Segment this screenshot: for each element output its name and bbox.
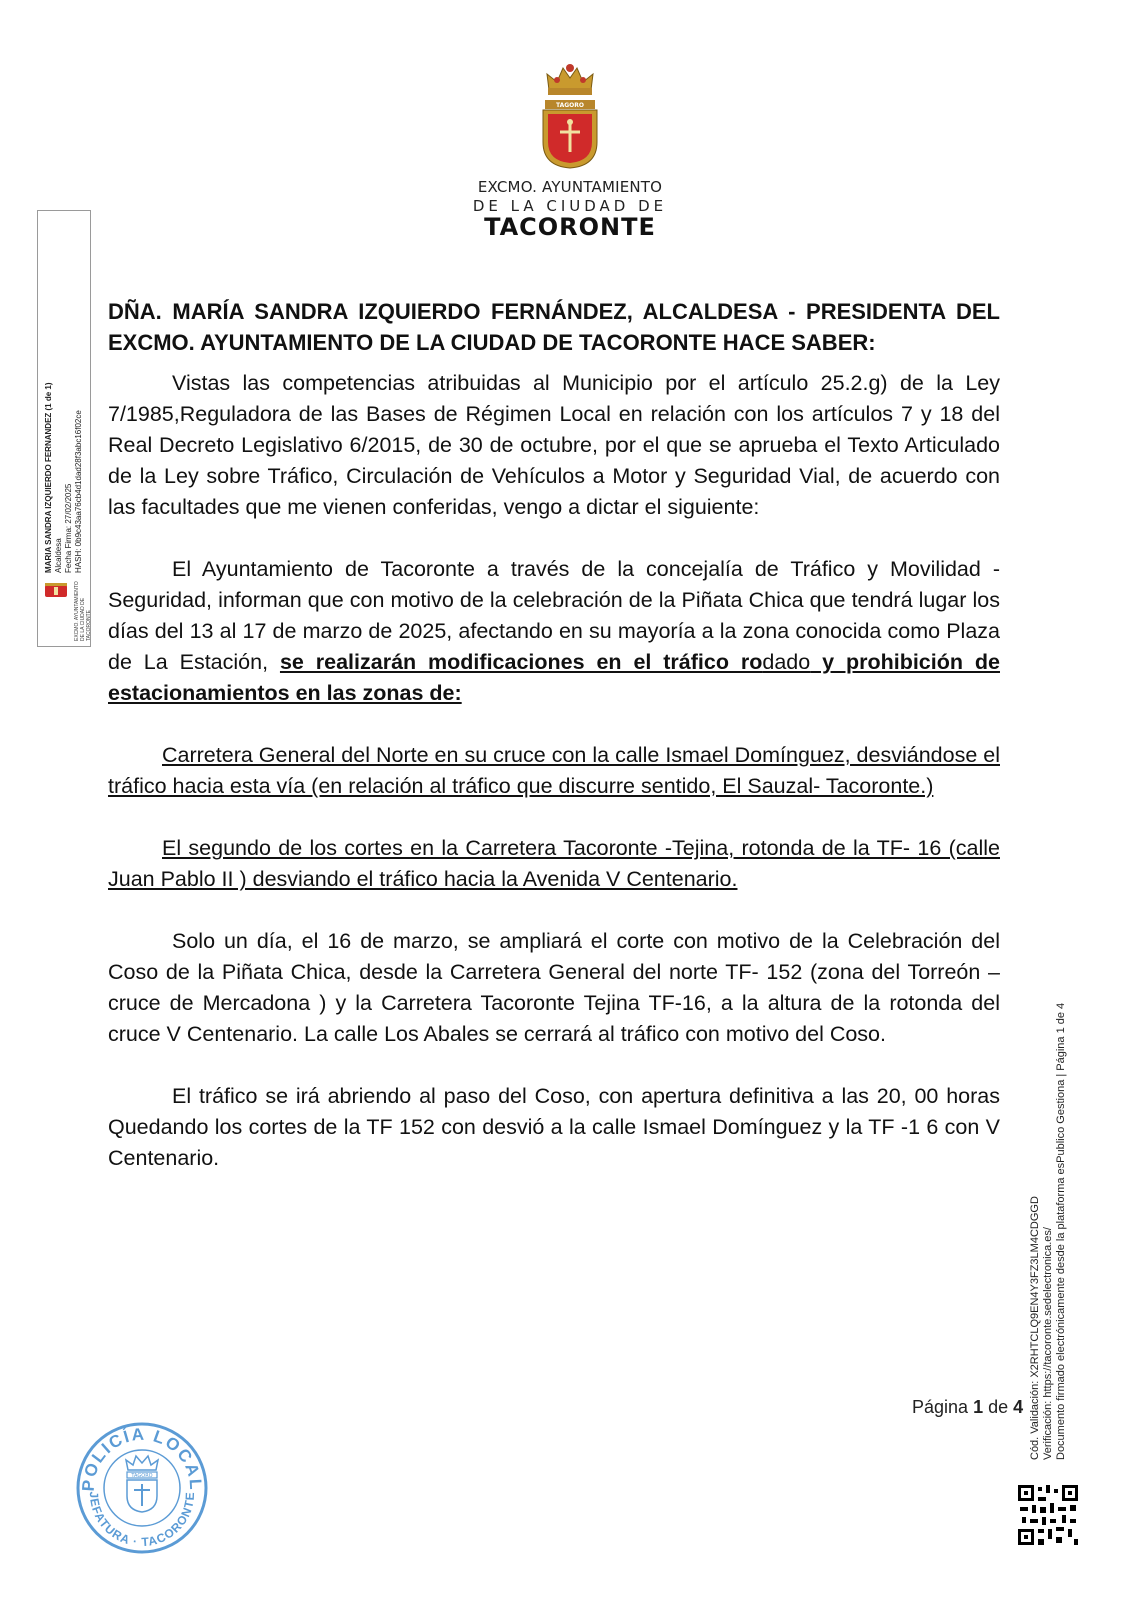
validation-code: Cód. Validación: X2RHTCLQ9EN4Y3FZ3LM4CDGGD bbox=[1029, 1196, 1041, 1460]
cut-1-text: Carretera General del Norte en su cruce con la calle Ismael Domínguez, desviándose el tráfico hacia esta vía (en relación al tráfico que discurre sentido, El Sauzal- Tacoronte.) bbox=[108, 743, 1000, 798]
mini-crest-icon bbox=[45, 583, 67, 599]
org-name-line3: TACORONTE bbox=[484, 213, 656, 241]
stamp-top-text: POLICÍA LOCAL bbox=[78, 1424, 206, 1492]
mini-logo-text: EXCMO. AYUNTAMIENTO DE LA CIUDAD DE TACORONTE bbox=[74, 581, 92, 641]
announcement-bold-b: y prohibición de estacionamientos en las zonas de: bbox=[108, 650, 1000, 705]
signature-date: Fecha Firma: 27/02/2025 bbox=[64, 483, 73, 573]
municipality-logo bbox=[470, 62, 670, 241]
page-of: de bbox=[988, 1397, 1009, 1417]
page-total: 4 bbox=[1013, 1397, 1024, 1417]
announcement-bold-a: se realizarán modificaciones en el tráfico ro bbox=[279, 650, 763, 674]
police-stamp-icon bbox=[72, 1418, 212, 1558]
qr-code-icon[interactable] bbox=[1016, 1483, 1080, 1547]
coat-of-arms-icon bbox=[539, 62, 601, 170]
crest-label: TAGORO bbox=[555, 102, 585, 109]
page-current: 1 bbox=[973, 1397, 984, 1417]
page-label: Página bbox=[912, 1397, 969, 1417]
paragraph-reopening: El tráfico se irá abriendo al paso del Coso, con apertura definitiva a las 20, 00 horas Quedando los cortes de la TF 152 con desvió a la calle Ismael Domínguez y la TF -1 6 con V Centenario. bbox=[108, 1084, 1000, 1170]
verification-block bbox=[1029, 990, 1068, 1460]
announcement-text: El Ayuntamiento de Tacoronte a través de la concejalía de Tráfico y Movilidad - Seguridad, informan que con motivo de la celebración de la Piñata Chica que tendrá lugar los días del 13 al 17 de marzo de 2025, afectando en su mayoría a la zona conocida como Plaza de La Estación, bbox=[108, 557, 1000, 674]
page-number bbox=[912, 1397, 1023, 1418]
signature-details bbox=[44, 153, 84, 573]
org-name-line1: EXCMO. AYUNTAMIENTO bbox=[477, 178, 663, 196]
document-body bbox=[108, 296, 1000, 1174]
verification-url: Verificación: https://tacoronte.sedelectronica.es/ bbox=[1042, 1227, 1054, 1460]
signature-platform-note: Documento firmado electrónicamente desde la plataforma esPublico Gestiona | Página 1 de 4 bbox=[1055, 1002, 1067, 1460]
cut-2-text: El segundo de los cortes en la Carretera Tacoronte -Tejina, rotonda de la TF- 16 (calle Juan Pablo II ) desviando el tráfico hacia la Avenida V Centenario. bbox=[108, 836, 1000, 891]
paragraph-announcement bbox=[108, 554, 1000, 709]
stamp-bottom-text: JEFATURA · TACORONTE bbox=[86, 1491, 198, 1550]
svg-text:POLICÍA LOCAL bbox=[79, 1425, 206, 1492]
signer-role: Alcaldesa bbox=[54, 538, 63, 573]
document-heading: DÑA. MARÍA SANDRA IZQUIERDO FERNÁNDEZ, ALCALDESA - PRESIDENTA DEL EXCMO. AYUNTAMIENTO DE LA CIUDAD DE TACORONTE HACE SABER: bbox=[108, 299, 1000, 355]
org-name-line2: DE LA CIUDAD DE bbox=[472, 197, 668, 215]
paragraph-coso: Solo un día, el 16 de marzo, se ampliará el corte con motivo de la Celebración del Coso de la Piñata Chica, desde la Carretera General del norte TF- 152 (zona del Torreón – cruce de Mercadona ) y la Carretera Tacoronte Tejina TF-16, a la altura de la rotonda del cruce V Centenario. La calle Los Abales se cerrará al tráfico con motivo del Coso. bbox=[108, 929, 1000, 1046]
stamp-crest-label: TAGORO bbox=[131, 1473, 153, 1479]
paragraph-legal-basis: Vistas las competencias atribuidas al Municipio por el artículo 25.2.g) de la Ley 7/1985,Reguladora de las Bases de Régimen Local en relación con los artículos 7 y 18 del Real Decreto Legislativo 6/2015, de 30 de octubre, por el que se aprueba el Texto Articulado de la Ley sobre Tráfico, Circulación de Vehículos a Motor y Seguridad Vial, de acuerdo con las facultades que me vienen conferidas, vengo a dictar el siguiente: bbox=[108, 371, 1000, 519]
signature-hash: HASH: 0b9c43aa76cb4d1dad28f3abc16f02ce bbox=[74, 410, 83, 573]
paragraph-cut-1 bbox=[108, 740, 1000, 802]
paragraph-cut-2 bbox=[108, 833, 1000, 895]
announcement-mid: dado bbox=[762, 650, 811, 674]
signer-name: MARIA SANDRA IZQUIERDO FERNANDEZ (1 de 1) bbox=[44, 382, 53, 573]
